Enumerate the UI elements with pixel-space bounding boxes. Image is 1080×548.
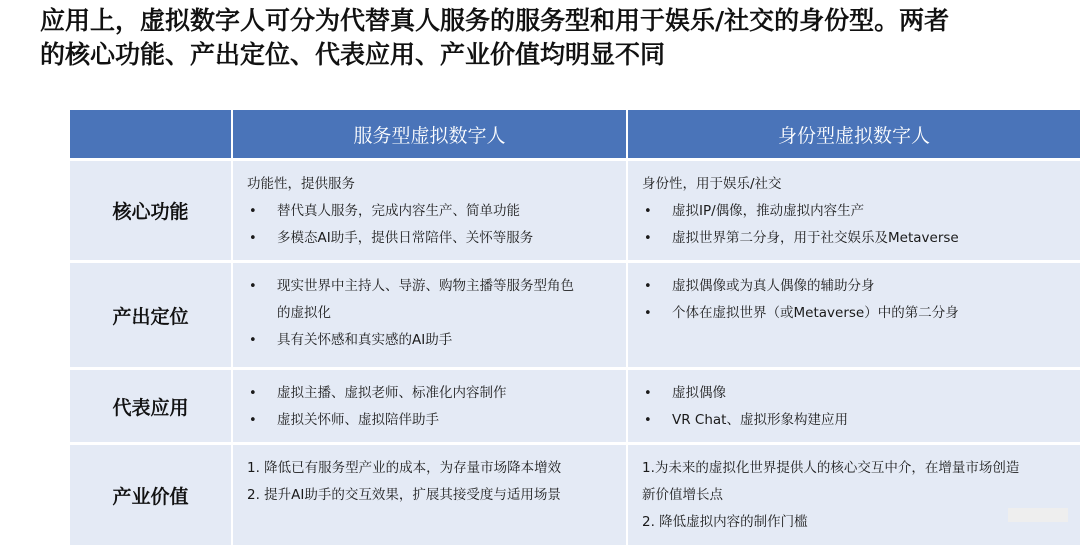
comparison-table — [68, 107, 1080, 548]
list-item: • 现实世界中主持人、导游、购物主播等服务型角色 — [247, 273, 612, 300]
header-service: 服务型虚拟数字人 — [233, 110, 626, 158]
title-line-2: 的核心功能、产出定位、代表应用、产业价值均明显不同 — [40, 40, 666, 69]
list-item: • 替代真人服务，完成内容生产、简单功能 — [247, 198, 612, 225]
bullet-icon: • — [249, 386, 257, 401]
bullet-icon: • — [644, 306, 652, 321]
identity-cell — [628, 263, 1080, 367]
bullet-icon: • — [644, 279, 652, 294]
bullet-icon: • — [644, 204, 652, 219]
table-row — [70, 445, 1080, 545]
value-line: 1. 降低已有服务型产业的成本，为存量市场降本增效 — [247, 460, 562, 476]
bullet-icon: • — [249, 413, 257, 428]
list-item: • 多模态AI助手，提供日常陪伴、关怀等服务 — [247, 225, 612, 252]
header-identity: 身份型虚拟数字人 — [628, 110, 1080, 158]
list-item: • 虚拟关怀师、虚拟陪伴助手 — [247, 407, 612, 434]
service-cell — [233, 263, 626, 367]
bullet-icon: • — [249, 204, 257, 219]
service-cell — [233, 445, 626, 545]
bullet-icon: • — [249, 333, 257, 348]
row-label: 核心功能 — [70, 161, 231, 260]
list-item: • 虚拟偶像 — [642, 380, 1066, 407]
header-row — [70, 110, 1080, 158]
slide-title — [40, 4, 1080, 72]
value-line: 2. 降低虚拟内容的制作门槛 — [642, 514, 808, 530]
cell-intro: 功能性，提供服务 — [247, 176, 355, 192]
value-line: 新价值增长点 — [642, 487, 723, 503]
row-label: 代表应用 — [70, 370, 231, 442]
bullet-icon: • — [644, 413, 652, 428]
corner-blur-patch — [1008, 508, 1068, 522]
list-item-continuation: 的虚拟化 — [277, 305, 331, 321]
service-cell — [233, 161, 626, 260]
row-label: 产业价值 — [70, 445, 231, 545]
list-item: • 虚拟主播、虚拟老师、标准化内容制作 — [247, 380, 612, 407]
identity-cell — [628, 445, 1080, 545]
cell-intro: 身份性，用于娱乐/社交 — [642, 176, 782, 192]
table-row — [70, 370, 1080, 442]
title-line-1: 应用上，虚拟数字人可分为代替真人服务的服务型和用于娱乐/社交的身份型。两者 — [40, 6, 950, 35]
bullet-icon: • — [644, 386, 652, 401]
list-item: • 虚拟偶像或为真人偶像的辅助分身 — [642, 273, 1066, 300]
header-corner — [70, 110, 231, 158]
list-item: • 虚拟IP/偶像，推动虚拟内容生产 — [642, 198, 1066, 225]
table-row — [70, 263, 1080, 367]
bullet-icon: • — [644, 231, 652, 246]
identity-cell — [628, 161, 1080, 260]
service-cell — [233, 370, 626, 442]
list-item: • 具有关怀感和真实感的AI助手 — [247, 327, 612, 354]
value-line: 2. 提升AI助手的交互效果，扩展其接受度与适用场景 — [247, 487, 561, 503]
identity-cell — [628, 370, 1080, 442]
bullet-icon: • — [249, 231, 257, 246]
list-item: • VR Chat、虚拟形象构建应用 — [642, 407, 1066, 434]
row-label: 产出定位 — [70, 263, 231, 367]
list-item: • 虚拟世界第二分身，用于社交娱乐及Metaverse — [642, 225, 1066, 252]
bullet-icon: • — [249, 279, 257, 294]
list-item: • 个体在虚拟世界（或Metaverse）中的第二分身 — [642, 300, 1066, 327]
value-line: 1.为未来的虚拟化世界提供人的核心交互中介，在增量市场创造 — [642, 460, 1020, 476]
table-row — [70, 161, 1080, 260]
